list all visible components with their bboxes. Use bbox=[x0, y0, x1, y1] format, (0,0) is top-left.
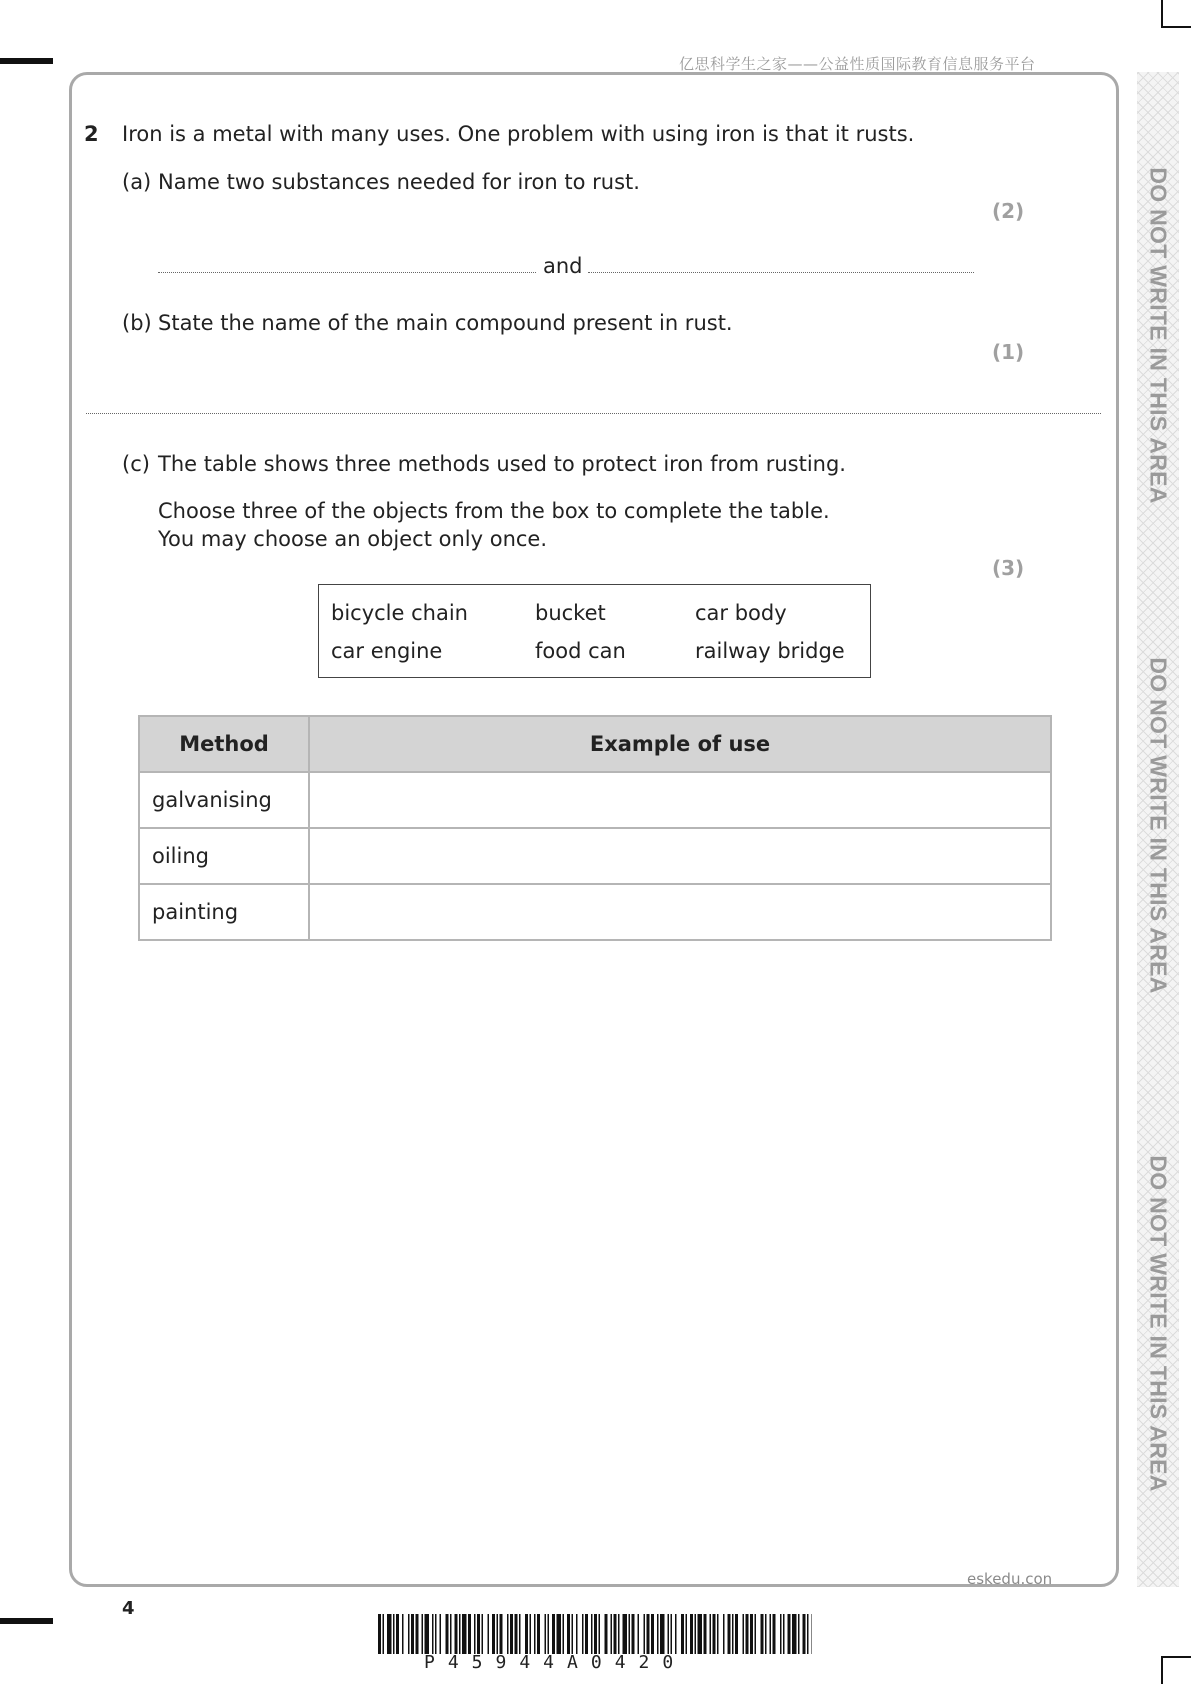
question-stem: Iron is a metal with many uses. One problem with using iron is that it rusts. bbox=[122, 122, 915, 146]
object-item: food can bbox=[535, 639, 626, 663]
barcode-bar bbox=[788, 1614, 791, 1654]
barcode-bar bbox=[765, 1614, 767, 1654]
barcode bbox=[378, 1614, 812, 1654]
page-number: 4 bbox=[122, 1598, 135, 1619]
barcode-bar bbox=[660, 1614, 665, 1654]
barcode-bar bbox=[515, 1614, 518, 1654]
barcode-bar bbox=[468, 1614, 471, 1654]
object-item: car body bbox=[695, 601, 787, 625]
barcode-bar bbox=[557, 1614, 562, 1654]
barcode-bar bbox=[455, 1614, 458, 1654]
barcode-bar bbox=[803, 1614, 806, 1654]
barcode-bar bbox=[695, 1614, 697, 1654]
barcode-bar bbox=[698, 1614, 703, 1654]
barcode-bar bbox=[537, 1614, 540, 1654]
barcode-bar bbox=[500, 1614, 503, 1654]
barcode-bar bbox=[651, 1614, 654, 1654]
barcode-bar bbox=[422, 1614, 424, 1654]
barcode-bar bbox=[783, 1614, 785, 1654]
barcode-bar bbox=[383, 1614, 385, 1654]
barcode-bar bbox=[681, 1614, 684, 1654]
barcode-bar bbox=[432, 1614, 434, 1654]
part-b-label: (b) bbox=[122, 311, 152, 335]
method-cell: galvanising bbox=[139, 772, 309, 828]
crop-mark-top-right bbox=[1161, 0, 1163, 26]
part-a-text: Name two substances needed for iron to rust. bbox=[158, 170, 640, 194]
method-cell: painting bbox=[139, 884, 309, 940]
barcode-bar bbox=[507, 1614, 509, 1654]
barcode-bar bbox=[534, 1614, 536, 1654]
methods-table bbox=[138, 715, 1052, 941]
barcode-bar bbox=[792, 1614, 797, 1654]
barcode-bar bbox=[482, 1614, 484, 1654]
barcode-bar bbox=[618, 1614, 620, 1654]
barcode-bar bbox=[387, 1614, 392, 1654]
watermark-text: 亿思科学生之家——公益性质国际教育信息服务平台 bbox=[679, 55, 1036, 73]
crop-mark-bottom-left bbox=[0, 1618, 53, 1624]
barcode-bar bbox=[378, 1614, 381, 1654]
barcode-bar bbox=[552, 1614, 555, 1654]
crop-mark-top-left bbox=[0, 58, 53, 64]
example-answer-cell[interactable] bbox=[309, 772, 1051, 828]
barcode-bar bbox=[567, 1614, 570, 1654]
barcode-bar bbox=[728, 1614, 731, 1654]
barcode-bar bbox=[647, 1614, 650, 1654]
example-answer-cell[interactable] bbox=[309, 828, 1051, 884]
barcode-bar bbox=[623, 1614, 628, 1654]
barcode-bar bbox=[594, 1614, 597, 1654]
barcode-bar bbox=[750, 1614, 753, 1654]
barcode-bar bbox=[723, 1614, 725, 1654]
table-row bbox=[139, 828, 1051, 884]
barcode-bar bbox=[459, 1614, 461, 1654]
barcode-bar bbox=[576, 1614, 578, 1654]
method-cell: oiling bbox=[139, 828, 309, 884]
barcode-bar bbox=[657, 1614, 659, 1654]
barcode-bar bbox=[411, 1614, 414, 1654]
barcode-bar bbox=[632, 1614, 635, 1654]
object-item: bucket bbox=[535, 601, 606, 625]
footer-site: eskedu.con bbox=[967, 1570, 1053, 1588]
barcode-bar bbox=[416, 1614, 419, 1654]
table-row bbox=[139, 884, 1051, 940]
barcode-bar bbox=[572, 1614, 574, 1654]
part-b-marks: (1) bbox=[992, 340, 1025, 364]
barcode-bar bbox=[585, 1614, 588, 1654]
barcode-bar bbox=[462, 1614, 467, 1654]
part-c-marks: (3) bbox=[992, 556, 1025, 580]
barcode-bar bbox=[755, 1614, 757, 1654]
question-number: 2 bbox=[84, 122, 99, 146]
part-a-marks: (2) bbox=[992, 199, 1025, 223]
barcode-bar bbox=[773, 1614, 776, 1654]
barcode-bar bbox=[545, 1614, 547, 1654]
barcode-bar bbox=[743, 1614, 745, 1654]
barcode-bar bbox=[746, 1614, 749, 1654]
header-example: Example of use bbox=[309, 716, 1051, 772]
barcode-bar bbox=[675, 1614, 677, 1654]
table-row bbox=[139, 772, 1051, 828]
barcode-bar bbox=[599, 1614, 601, 1654]
barcode-bar bbox=[780, 1614, 782, 1654]
barcode-bar bbox=[548, 1614, 550, 1654]
part-a-label: (a) bbox=[122, 170, 152, 194]
part-a-joiner: and bbox=[543, 254, 583, 278]
barcode-bar bbox=[710, 1614, 712, 1654]
side-label-middle: DO NOT WRITE IN THIS AREA bbox=[1145, 657, 1172, 994]
barcode-bar bbox=[798, 1614, 800, 1654]
answer-line-b[interactable] bbox=[86, 413, 1101, 414]
table-header-row bbox=[139, 716, 1051, 772]
barcode-bar bbox=[440, 1614, 442, 1654]
part-c-text: The table shows three methods used to protect iron from rusting. bbox=[158, 452, 846, 476]
barcode-bar bbox=[717, 1614, 719, 1654]
barcode-bar bbox=[408, 1614, 410, 1654]
barcode-bar bbox=[510, 1614, 513, 1654]
barcode-bar bbox=[446, 1614, 449, 1654]
barcode-bar bbox=[668, 1614, 670, 1654]
barcode-bar bbox=[735, 1614, 738, 1654]
side-label-top: DO NOT WRITE IN THIS AREA bbox=[1145, 167, 1172, 504]
part-b-text: State the name of the main compound present in rust. bbox=[158, 311, 733, 335]
barcode-bar bbox=[563, 1614, 565, 1654]
side-label-bottom: DO NOT WRITE IN THIS AREA bbox=[1145, 1155, 1172, 1492]
object-item: car engine bbox=[331, 639, 443, 663]
barcode-text: P45944A0420 bbox=[424, 1652, 687, 1673]
barcode-bar bbox=[605, 1614, 608, 1654]
barcode-bar bbox=[477, 1614, 480, 1654]
barcode-bar bbox=[525, 1614, 528, 1654]
barcode-bar bbox=[690, 1614, 693, 1654]
barcode-bar bbox=[770, 1614, 772, 1654]
barcode-bar bbox=[591, 1614, 593, 1654]
barcode-bar bbox=[519, 1614, 521, 1654]
barcode-bar bbox=[732, 1614, 734, 1654]
barcode-bar bbox=[450, 1614, 452, 1654]
barcode-bar bbox=[644, 1614, 646, 1654]
barcode-bar bbox=[530, 1614, 532, 1654]
barcode-bar bbox=[402, 1614, 404, 1654]
barcode-bar bbox=[492, 1614, 495, 1654]
barcode-bar bbox=[704, 1614, 707, 1654]
barcode-bar bbox=[629, 1614, 631, 1654]
example-answer-cell[interactable] bbox=[309, 884, 1051, 940]
barcode-bar bbox=[435, 1614, 437, 1654]
part-c-instruction-1: Choose three of the objects from the box to complete the table. bbox=[158, 499, 830, 523]
crop-mark-bottom-right-h bbox=[1161, 1656, 1191, 1658]
barcode-bar bbox=[614, 1614, 617, 1654]
barcode-bar bbox=[582, 1614, 584, 1654]
object-box bbox=[318, 584, 871, 678]
object-item: railway bridge bbox=[695, 639, 845, 663]
barcode-bar bbox=[761, 1614, 764, 1654]
barcode-bar bbox=[497, 1614, 499, 1654]
barcode-bar bbox=[474, 1614, 476, 1654]
part-c-instruction-2: You may choose an object only once. bbox=[158, 527, 548, 551]
header-method: Method bbox=[139, 716, 309, 772]
barcode-bar bbox=[611, 1614, 613, 1654]
barcode-bar bbox=[396, 1614, 399, 1654]
barcode-bar bbox=[812, 1614, 813, 1654]
answer-line-a1[interactable] bbox=[158, 272, 536, 273]
barcode-bar bbox=[393, 1614, 395, 1654]
barcode-bar bbox=[807, 1614, 809, 1654]
barcode-bar bbox=[686, 1614, 688, 1654]
barcode-bar bbox=[488, 1614, 490, 1654]
answer-line-a2[interactable] bbox=[588, 272, 974, 273]
part-c-label: (c) bbox=[122, 452, 150, 476]
crop-mark-bottom-right bbox=[1161, 1658, 1163, 1684]
barcode-bar bbox=[713, 1614, 716, 1654]
barcode-bar bbox=[425, 1614, 430, 1654]
crop-mark-top-right-h bbox=[1161, 26, 1191, 28]
barcode-bar bbox=[638, 1614, 640, 1654]
barcode-bar bbox=[671, 1614, 673, 1654]
object-item: bicycle chain bbox=[331, 601, 468, 625]
